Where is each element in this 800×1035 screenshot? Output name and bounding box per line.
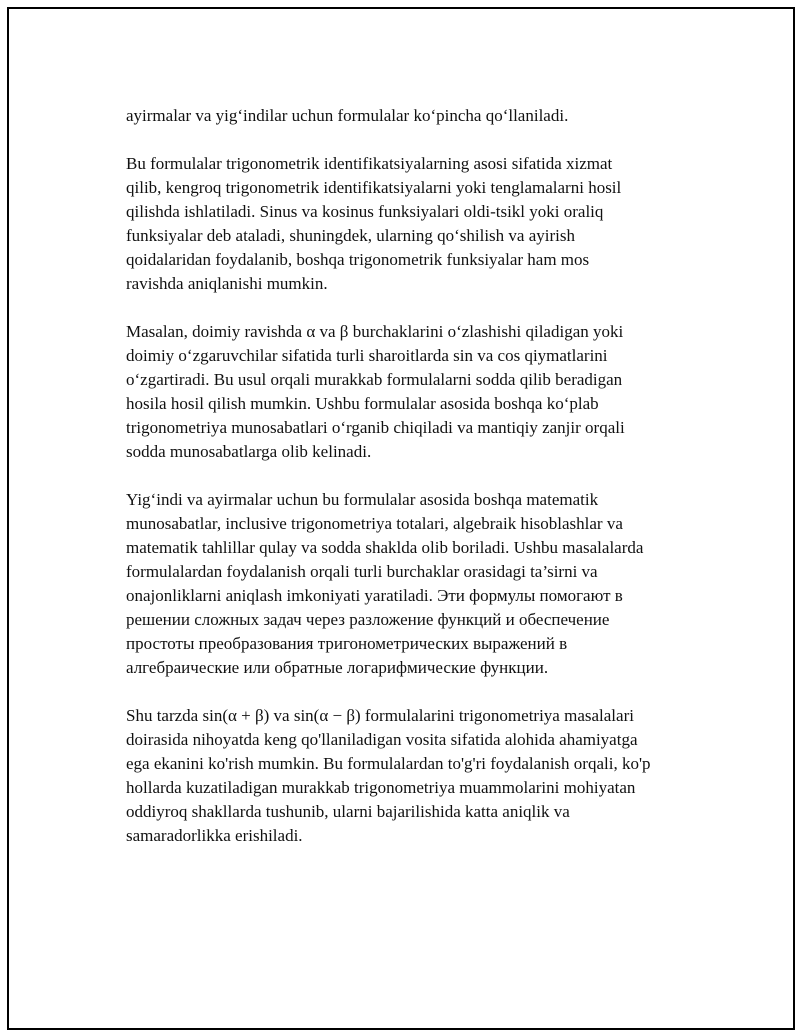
text-line: trigonometriya munosabatlari o‘rganib chiqiladi va mantiqiy zanjir orqali [126, 418, 625, 437]
paragraph-4 [126, 488, 706, 680]
text-line: munosabatlar, inclusive trigonometriya totalari, algebraik hisoblashlar va [126, 514, 623, 533]
text-line: formulalardan foydalanish orqali turli burchaklar orasidagi ta’sirni va [126, 562, 598, 581]
text-line: funksiyalar deb ataladi, shuningdek, ularning qo‘shilish va ayirish [126, 226, 575, 245]
text-line: Yig‘indi va ayirmalar uchun bu formulalar asosida boshqa matematik [126, 490, 599, 509]
text-line: решении сложных задач через разложение функций и обеспечение [126, 610, 610, 629]
text-line: Bu formulalar trigonometrik identifikatsiyalarning asosi sifatida xizmat [126, 154, 613, 173]
text-line: qilishda ishlatiladi. Sinus va kosinus funksiyalari oldi-tsikl yoki oraliq [126, 202, 604, 221]
paragraph-3 [126, 320, 706, 464]
paragraph-5 [126, 704, 706, 848]
text-line: o‘zgartiradi. Bu usul orqali murakkab formulalarni sodda qilib beradigan [126, 370, 623, 389]
text-line: ravishda aniqlanishi mumkin. [126, 274, 328, 293]
text-line: ayirmalar va yig‘indilar uchun formulalar ko‘pincha qo‘llaniladi. [126, 106, 569, 125]
text-line: hosila hosil qilish mumkin. Ushbu formulalar asosida boshqa ko‘plab [126, 394, 599, 413]
text-line: простоты преобразования тригонометрических выражений в [126, 634, 568, 653]
text-line: Shu tarzda sin(α + β) va sin(α − β) formulalarini trigonometriya masalalari [126, 706, 634, 725]
paragraph-1 [126, 104, 706, 128]
text-line: ega ekanini ko'rish mumkin. Bu formulalardan to'g'ri foydalanish orqali, ko'p [126, 754, 651, 773]
text-line: samaradorlikka erishiladi. [126, 826, 303, 845]
text-line: matematik tahlillar qulay va sodda shaklda olib boriladi. Ushbu masalalarda [126, 538, 644, 557]
text-line: doirasida nihoyatda keng qo'llaniladigan vosita sifatida alohida ahamiyatga [126, 730, 638, 749]
text-line: doimiy o‘zgaruvchilar sifatida turli sharoitlarda sin va cos qiymatlarini [126, 346, 608, 365]
text-line: oddiyroq shakllarda tushunib, ularni bajarilishida katta aniqlik va [126, 802, 570, 821]
paragraph-2 [126, 152, 706, 296]
text-line: Masalan, doimiy ravishda α va β burchaklarini o‘zlashishi qiladigan yoki [126, 322, 624, 341]
text-line: алгебраические или обратные логарифмические функции. [126, 658, 549, 677]
text-line: sodda munosabatlarga olib kelinadi. [126, 442, 372, 461]
text-line: hollarda kuzatiladigan murakkab trigonometriya muammolarini mohiyatan [126, 778, 636, 797]
document-body [126, 104, 706, 872]
page-frame [7, 7, 795, 1030]
text-line: onajonliklarni aniqlash imkoniyati yaratiladi. Эти формулы помогают в [126, 586, 623, 605]
text-line: qilib, kengroq trigonometrik identifikatsiyalarni yoki tenglamalarni hosil [126, 178, 622, 197]
text-line: qoidalaridan foydalanib, boshqa trigonometrik funksiyalar ham mos [126, 250, 590, 269]
